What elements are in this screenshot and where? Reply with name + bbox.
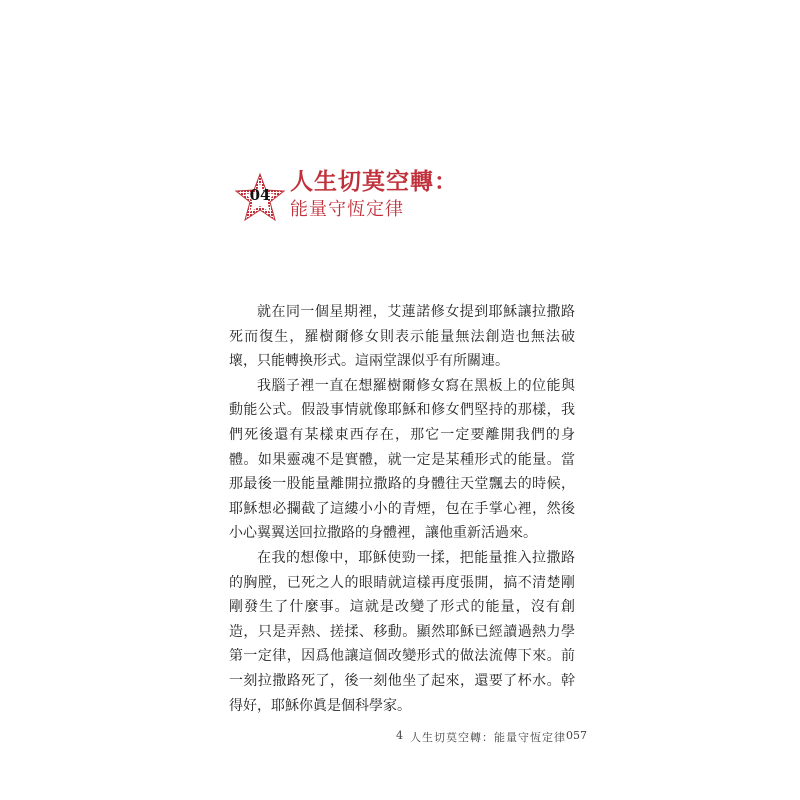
running-footer xyxy=(396,729,586,749)
chapter-header xyxy=(232,168,592,228)
chapter-number: 04 xyxy=(249,186,271,204)
chapter-subtitle: 能量守恆定律 xyxy=(290,199,404,220)
chapter-badge xyxy=(232,172,288,224)
paragraph: 我腦子裡一直在想羅樹爾修女寫在黑板上的位能與動能公式。假設事情就像耶穌和修女們堅持的那樣，我們死後還有某樣東西存在，那它一定要離開我們的身體。如果靈魂不是實體，就一定是某種形式的能量。當那最後一股能量離開拉撒路的身體往天堂飄去的時候，耶穌想必攔截了這縷小小的青煙，包在手掌心裡，然後小心翼翼送回拉撒路的身體裡，讓他重新活過來。 xyxy=(229,377,575,542)
paragraph: 就在同一個星期裡，艾蓮諾修女提到耶穌讓拉撒路死而復生，羅樹爾修女則表示能量無法創造也無法破壞，只能轉換形式。這兩堂課似乎有所關連。 xyxy=(229,304,575,370)
page-number: 057 xyxy=(566,729,587,742)
footer-chapter-number: 4 xyxy=(396,729,403,742)
footer-running-title: 人生切莫空轉：能量守恆定律 xyxy=(410,731,566,744)
body-text xyxy=(229,300,575,718)
paragraph: 在我的想像中，耶穌使勁一揉，把能量推入拉撒路的胸膛，已死之人的眼睛就這樣再度張開，搞不清楚剛剛發生了什麼事。這就是改變了形式的能量，沒有創造，只是弄熱、搓揉、移動。顯然耶穌已經讀過熱力學第一定律，因爲他讓這個改變形式的做法流傳下來。前一刻拉撒路死了，後一刻他坐了起來，還要了杯水。幹得好，耶穌你眞是個科學家。 xyxy=(229,549,575,714)
chapter-title: 人生切莫空轉： xyxy=(290,169,458,195)
